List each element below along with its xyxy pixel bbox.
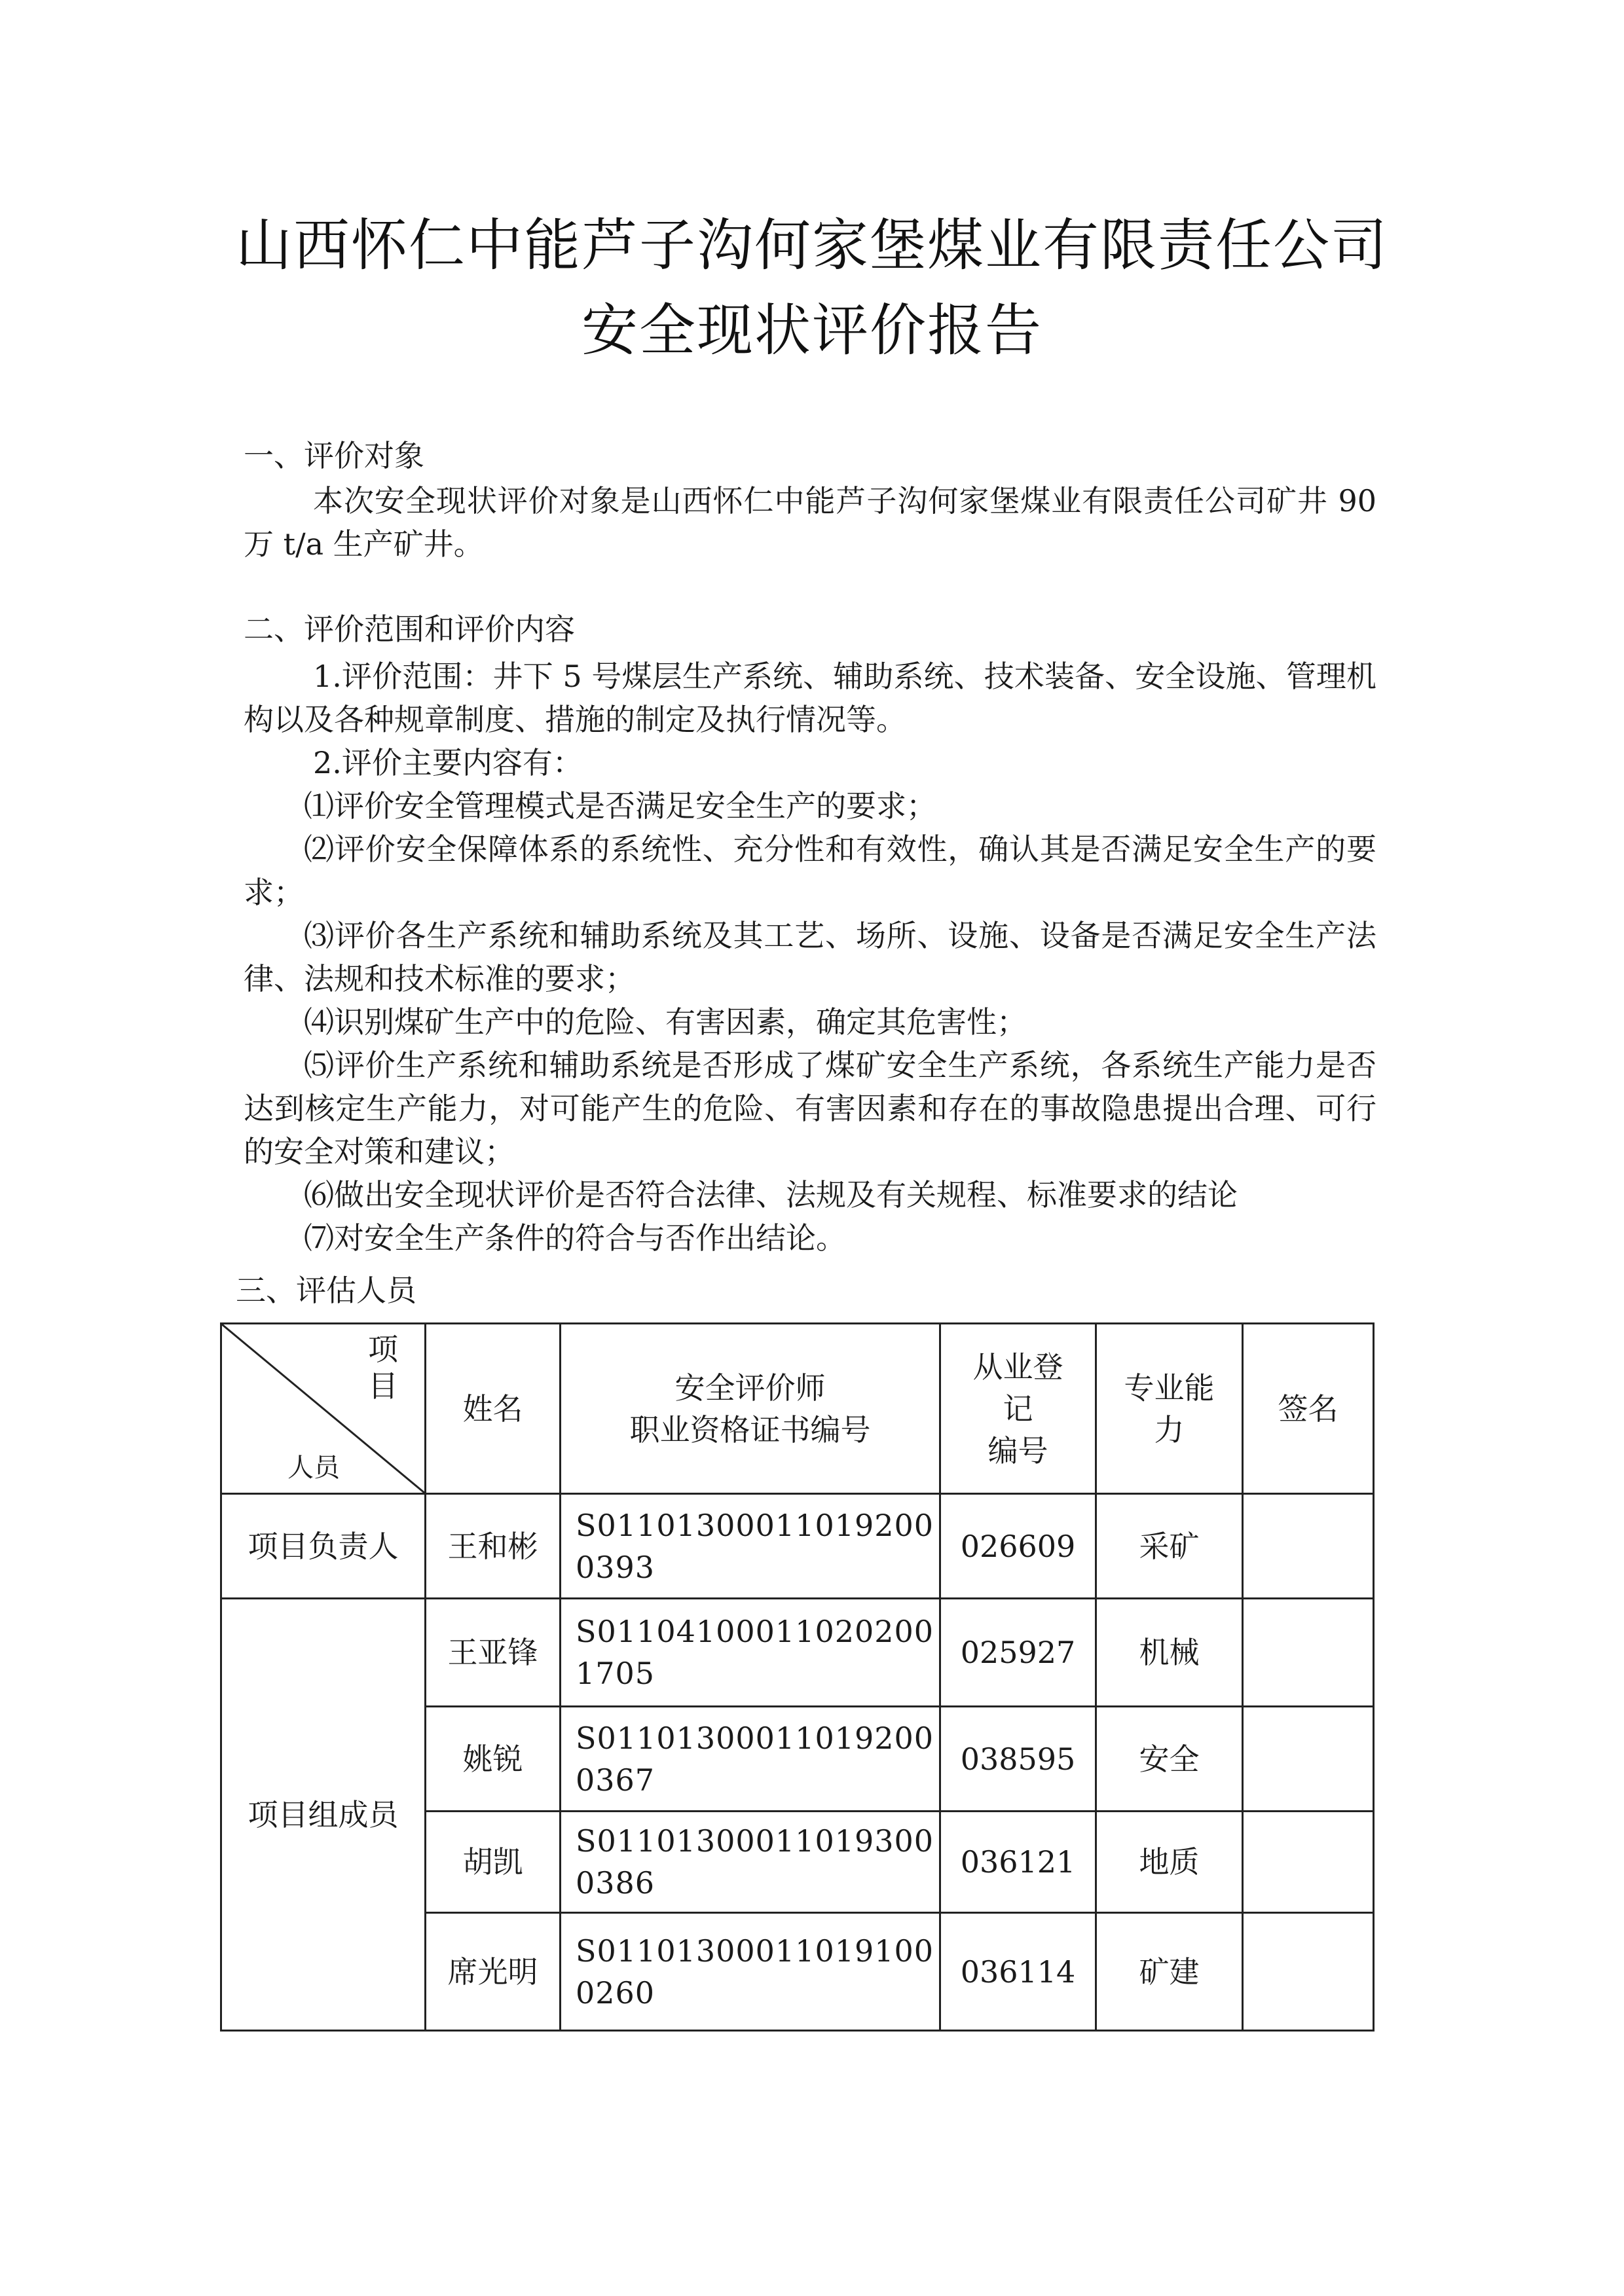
content-item-5: ⑸评价生产系统和辅助系统是否形成了煤矿安全生产系统，各系统生产能力是否达到核定生产能力，对可能产生的危险、有害因素和存在的事故隐患提出合理、可行的安全对策和建议；: [244, 1048, 1376, 1169]
header-personnel-label: 人员: [287, 1453, 340, 1483]
table-row: [221, 1599, 1374, 1707]
staff-table: [220, 1322, 1375, 2032]
table-header-row: [221, 1324, 1374, 1494]
content-item-6: ⑹做出安全现状评价是否符合法律、法规及有关规程、标准要求的结论: [304, 1177, 1238, 1212]
section2-body: [244, 655, 1376, 1260]
document-title-line2: 安全现状评价报告: [581, 298, 1043, 363]
cell-specialty: 安全: [1096, 1707, 1243, 1812]
content-item-3: ⑶评价各生产系统和辅助系统及其工艺、场所、设施、设备是否满足安全生产法律、法规和技术标准的要求；: [244, 918, 1376, 996]
cell-cert: S011013000110192000393: [561, 1494, 940, 1599]
section1-paragraph: 本次安全现状评价对象是山西怀仁中能芦子沟何家堡煤业有限责任公司矿井 90 万 t/a 生产矿井。: [244, 483, 1376, 562]
section1-heading: 一、评价对象: [244, 438, 424, 473]
cell-name: 胡凯: [426, 1812, 561, 1913]
cell-signature: [1243, 1599, 1374, 1707]
cell-specialty: 采矿: [1096, 1494, 1243, 1599]
section2-heading: 二、评价范围和评价内容: [244, 611, 575, 647]
cell-reg: 025927: [940, 1599, 1096, 1707]
section3-heading: 三、评估人员: [236, 1273, 416, 1308]
section1-body: [244, 479, 1376, 566]
role-leader: 项目负责人: [221, 1494, 426, 1599]
cell-name: 姚锐: [426, 1707, 561, 1812]
document-title-line1: 山西怀仁中能芦子沟何家堡煤业有限责任公司: [236, 213, 1388, 278]
header-specialty: 专业能 力: [1096, 1324, 1243, 1494]
cell-reg: 036121: [940, 1812, 1096, 1913]
scope-paragraph: 1.评价范围：井下 5 号煤层生产系统、辅助系统、技术装备、安全设施、管理机构以及各种规章制度、措施的制定及执行情况等。: [244, 659, 1376, 737]
cell-specialty: 地质: [1096, 1812, 1243, 1913]
cell-cert: S011013000110193000386: [561, 1812, 940, 1913]
content-intro: 2.评价主要内容有：: [313, 745, 583, 780]
cell-cert: S011041000110202001705: [561, 1599, 940, 1707]
role-members: 项目组成员: [221, 1599, 426, 2031]
cell-reg: 026609: [940, 1494, 1096, 1599]
content-item-1: ⑴评价安全管理模式是否满足安全生产的要求；: [304, 788, 936, 824]
content-item-4: ⑷识别煤矿生产中的危险、有害因素，确定其危害性；: [304, 1004, 1027, 1040]
cell-name: 王亚锋: [426, 1599, 561, 1707]
header-diagonal-cell: [221, 1324, 426, 1494]
cell-cert: S011013000110191000260: [561, 1913, 940, 2031]
cell-specialty: 矿建: [1096, 1913, 1243, 2031]
cell-reg: 038595: [940, 1707, 1096, 1812]
table-row: [221, 1494, 1374, 1599]
cell-cert: S011013000110192000367: [561, 1707, 940, 1812]
cell-signature: [1243, 1707, 1374, 1812]
cell-specialty: 机械: [1096, 1599, 1243, 1707]
header-cert: 安全评价师 职业资格证书编号: [561, 1324, 940, 1494]
content-item-7: ⑺对安全生产条件的符合与否作出结论。: [304, 1220, 846, 1256]
cell-signature: [1243, 1494, 1374, 1599]
header-reg: 从业登 记 编号: [940, 1324, 1096, 1494]
cell-signature: [1243, 1812, 1374, 1913]
cell-signature: [1243, 1913, 1374, 2031]
cell-name: 席光明: [426, 1913, 561, 2031]
header-item-label: 项 目: [368, 1332, 398, 1404]
cell-reg: 036114: [940, 1913, 1096, 2031]
header-name: 姓名: [426, 1324, 561, 1494]
content-item-2: ⑵评价安全保障体系的系统性、充分性和有效性，确认其是否满足安全生产的要求；: [244, 831, 1376, 910]
cell-name: 王和彬: [426, 1494, 561, 1599]
header-signature: 签名: [1243, 1324, 1374, 1494]
